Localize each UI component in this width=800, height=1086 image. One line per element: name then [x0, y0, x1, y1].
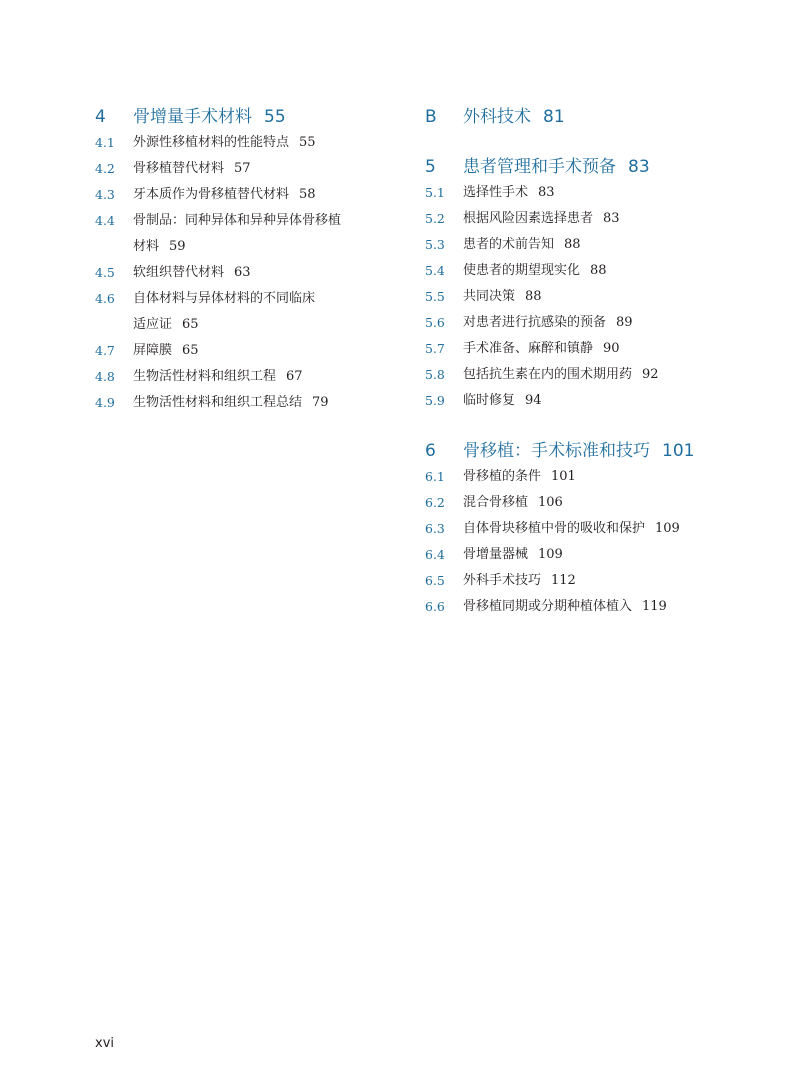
section-number: 4.5 [95, 265, 115, 280]
section-page: 83 [538, 185, 555, 200]
section-title: 根据风险因素选择患者 [463, 211, 594, 226]
part-page: 81 [543, 107, 565, 127]
section-title: 软组织替代材料 [133, 265, 225, 280]
chapter-page: 55 [264, 107, 286, 127]
toc-entry-5-8 [425, 362, 730, 388]
section-page: 67 [286, 369, 303, 384]
section-number: 6.4 [425, 547, 445, 562]
toc-entry-4-2 [95, 156, 400, 182]
section-page: 88 [590, 263, 607, 278]
toc-entry-5-6 [425, 310, 730, 336]
section-title-line-2: 适应证 [133, 317, 173, 332]
section-title-line-1: 骨制品：同种异体和异种异体骨移植 [133, 213, 342, 228]
toc-entry-4-7 [95, 338, 400, 364]
section-page: 119 [642, 599, 667, 614]
section-title: 临时修复 [463, 393, 516, 408]
section-page: 106 [538, 495, 563, 510]
section-title: 自体骨块移植中骨的吸收和保护 [463, 521, 646, 536]
section-page: 101 [551, 469, 576, 484]
chapter-6-heading [425, 438, 730, 464]
page-number: xvi [95, 1036, 114, 1051]
section-number: 5.3 [425, 237, 445, 252]
section-title: 对患者进行抗感染的预备 [463, 315, 607, 330]
toc-entry-4-4 [95, 208, 400, 260]
section-page: 94 [525, 393, 542, 408]
section-page: 109 [655, 521, 680, 536]
section-page: 58 [299, 187, 316, 202]
section-number: 5.1 [425, 185, 445, 200]
section-page: 65 [182, 317, 199, 332]
section-title: 外科手术技巧 [463, 573, 542, 588]
section-number: 6.5 [425, 573, 445, 588]
section-page: 57 [234, 161, 251, 176]
section-title: 骨移植同期或分期种植体植入 [463, 599, 633, 614]
toc-right-column [425, 104, 730, 620]
section-page: 112 [551, 573, 576, 588]
section-page: 55 [299, 135, 316, 150]
section-title: 患者的术前告知 [463, 237, 555, 252]
chapter-5-heading [425, 154, 730, 180]
section-title: 骨移植替代材料 [133, 161, 225, 176]
chapter-title: 骨增量手术材料 [133, 107, 252, 127]
section-title: 手术准备、麻醉和镇静 [463, 341, 594, 356]
toc-entry-6-5 [425, 568, 730, 594]
toc-entry-4-5 [95, 260, 400, 286]
section-page: 65 [182, 343, 199, 358]
toc-entry-4-9 [95, 390, 400, 416]
section-page: 83 [603, 211, 620, 226]
section-title: 骨移植的条件 [463, 469, 542, 484]
section-number: 6.2 [425, 495, 445, 510]
section-number: 6.1 [425, 469, 445, 484]
section-number: 5.2 [425, 211, 445, 226]
part-letter: B [425, 107, 437, 127]
toc-entry-4-8 [95, 364, 400, 390]
section-number: 4.6 [95, 291, 115, 306]
section-title: 共同决策 [463, 289, 516, 304]
toc-entry-5-1 [425, 180, 730, 206]
toc-entry-5-5 [425, 284, 730, 310]
toc-entry-6-2 [425, 490, 730, 516]
section-number: 4.3 [95, 187, 115, 202]
toc-entry-5-4 [425, 258, 730, 284]
toc-entry-5-3 [425, 232, 730, 258]
toc-left-column [95, 104, 400, 416]
toc-entry-5-7 [425, 336, 730, 362]
section-title: 外源性移植材料的性能特点 [133, 135, 290, 150]
section-title: 包括抗生素在内的围术期用药 [463, 367, 633, 382]
section-number: 4.7 [95, 343, 115, 358]
chapter-title: 骨移植：手术标准和技巧 [463, 441, 650, 461]
toc-entry-5-2 [425, 206, 730, 232]
section-number: 4.1 [95, 135, 115, 150]
chapter-4-heading [95, 104, 400, 130]
section-number: 5.6 [425, 315, 445, 330]
toc-entry-4-3 [95, 182, 400, 208]
section-title: 骨增量器械 [463, 547, 529, 562]
toc-entry-6-1 [425, 464, 730, 490]
section-title-line-1: 自体材料与异体材料的不同临床 [133, 291, 316, 306]
section-number: 4.2 [95, 161, 115, 176]
toc-entry-5-9 [425, 388, 730, 414]
section-number: 5.9 [425, 393, 445, 408]
section-title: 混合骨移植 [463, 495, 529, 510]
section-title: 屏障膜 [133, 343, 173, 358]
toc-entry-4-6 [95, 286, 400, 338]
section-title: 牙本质作为骨移植替代材料 [133, 187, 290, 202]
toc-entry-6-4 [425, 542, 730, 568]
section-number: 4.9 [95, 395, 115, 410]
toc-entry-6-3 [425, 516, 730, 542]
section-number: 4.4 [95, 213, 115, 228]
spacer [425, 130, 730, 154]
section-number: 5.5 [425, 289, 445, 304]
section-page: 88 [525, 289, 542, 304]
section-page: 92 [642, 367, 659, 382]
section-title-line-2: 材料 [133, 239, 160, 254]
section-number: 6.6 [425, 599, 445, 614]
chapter-number: 6 [425, 441, 436, 461]
section-number: 5.8 [425, 367, 445, 382]
section-number: 5.4 [425, 263, 445, 278]
section-page: 63 [234, 265, 251, 280]
section-page: 59 [169, 239, 186, 254]
section-page: 109 [538, 547, 563, 562]
section-title: 使患者的期望现实化 [463, 263, 581, 278]
section-number: 5.7 [425, 341, 445, 356]
section-page: 88 [564, 237, 581, 252]
toc-entry-4-1 [95, 130, 400, 156]
part-title: 外科技术 [463, 107, 531, 127]
part-b-heading [425, 104, 730, 130]
chapter-number: 5 [425, 157, 436, 177]
chapter-title: 患者管理和手术预备 [463, 157, 616, 177]
chapter-number: 4 [95, 107, 106, 127]
toc-entry-6-6 [425, 594, 730, 620]
section-title: 生物活性材料和组织工程 [133, 369, 277, 384]
chapter-page: 101 [662, 441, 695, 461]
section-number: 4.8 [95, 369, 115, 384]
section-page: 89 [616, 315, 633, 330]
section-number: 6.3 [425, 521, 445, 536]
spacer [425, 414, 730, 438]
section-page: 90 [603, 341, 620, 356]
chapter-page: 83 [628, 157, 650, 177]
section-page: 79 [312, 395, 329, 410]
section-title: 生物活性材料和组织工程总结 [133, 395, 303, 410]
section-title: 选择性手术 [463, 185, 529, 200]
